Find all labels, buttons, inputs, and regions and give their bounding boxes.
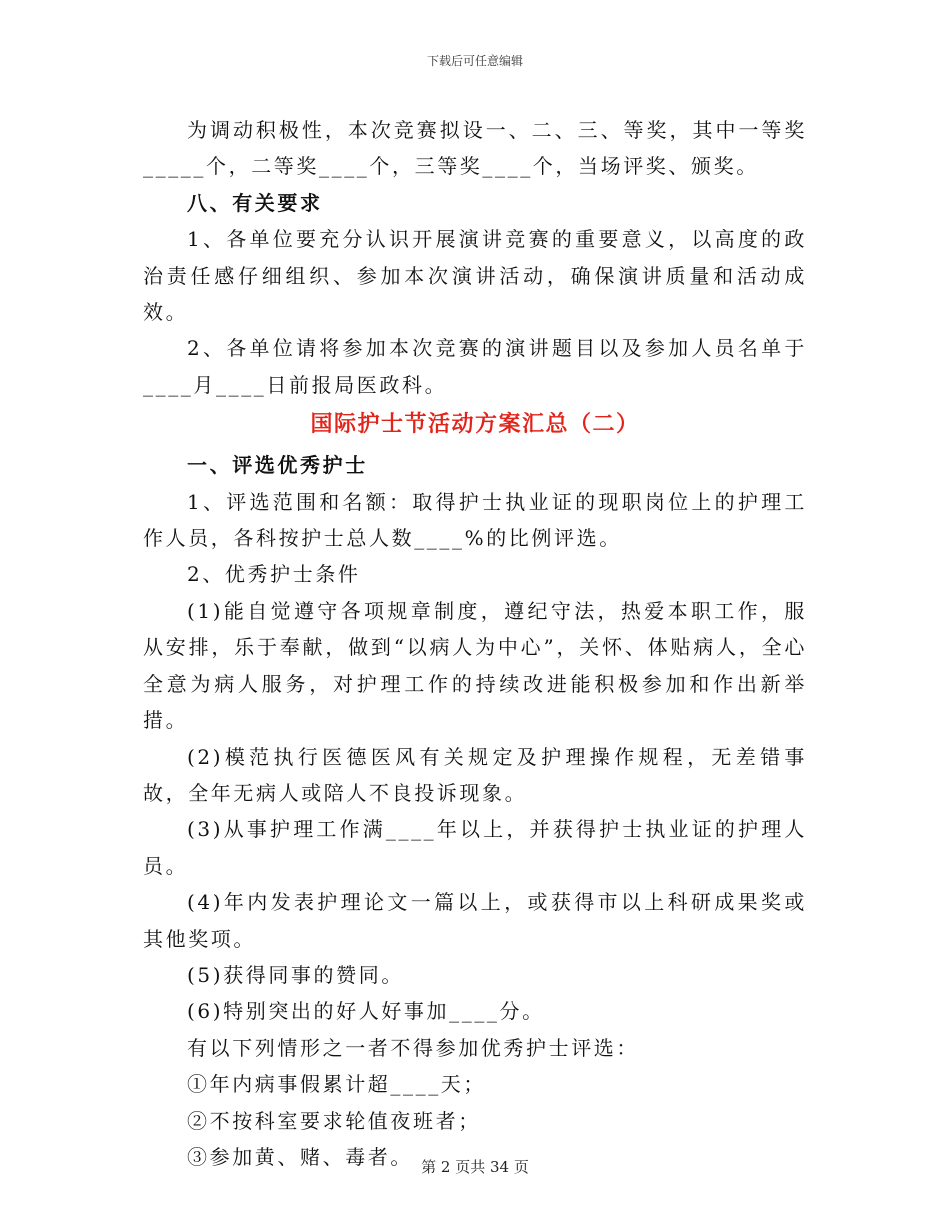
section-heading-requirements: 八、有关要求 (187, 190, 323, 215)
award-paragraph: 为调动积极性，本次竞赛拟设一、二、三、等奖，其中一等奖_____个，二等奖____个，三等奖____个，当场评奖、颁奖。 (143, 118, 807, 179)
exclusion-3: ③参加黄、赌、毒者。 (187, 1144, 413, 1169)
section-heading-selection: 一、评选优秀护士 (187, 453, 368, 478)
page-header: 下载后可任意编辑 (426, 54, 523, 68)
conditions-heading: 2、优秀护士条件 (187, 562, 361, 587)
selection-scope: 1、评选范围和名额：取得护士执业证的现职岗位上的护理工作人员，各科按护士总人数____%的比例评选。 (143, 489, 807, 551)
document-title: 国际护士节活动方案汇总（二） (310, 411, 640, 438)
page-footer: 第 2 页共 34 页 (421, 1158, 529, 1176)
condition-3: (3)从事护理工作满____年以上，并获得护士执业证的护理人员。 (143, 817, 807, 878)
condition-2: (2)模范执行医德医风有关规定及护理操作规程，无差错事故，全年无病人或陪人不良投诉现象。 (143, 744, 807, 805)
requirement-2: 2、各单位请将参加本次竞赛的演讲题目以及参加人员名单于____月____日前报局医政科。 (143, 336, 807, 397)
exclusion-intro: 有以下列情形之一者不得参加优秀护士评选： (187, 1035, 639, 1060)
exclusion-2: ②不按科室要求轮值夜班者； (187, 1108, 481, 1133)
requirement-1: 1、各单位要充分认识开展演讲竞赛的重要意义，以高度的政治责任感仔细组织、参加本次演讲活动，确保演讲质量和活动成效。 (143, 227, 807, 325)
condition-4: (4)年内发表护理论文一篇以上，或获得市以上科研成果奖或其他奖项。 (143, 890, 807, 951)
condition-1: (1)能自觉遵守各项规章制度，遵纪守法，热爱本职工作，服从安排，乐于奉献，做到“以病人为中心”，关怀、体贴病人，全心全意为病人服务，对护理工作的持续改进能积极参加和作出新举措。 (143, 598, 807, 733)
document-body (143, 112, 807, 1175)
condition-6: (6)特别突出的好人好事加____分。 (187, 999, 545, 1024)
condition-5: (5)获得同事的赞同。 (187, 962, 404, 987)
exclusion-1: ①年内病事假累计超____天； (187, 1072, 486, 1097)
